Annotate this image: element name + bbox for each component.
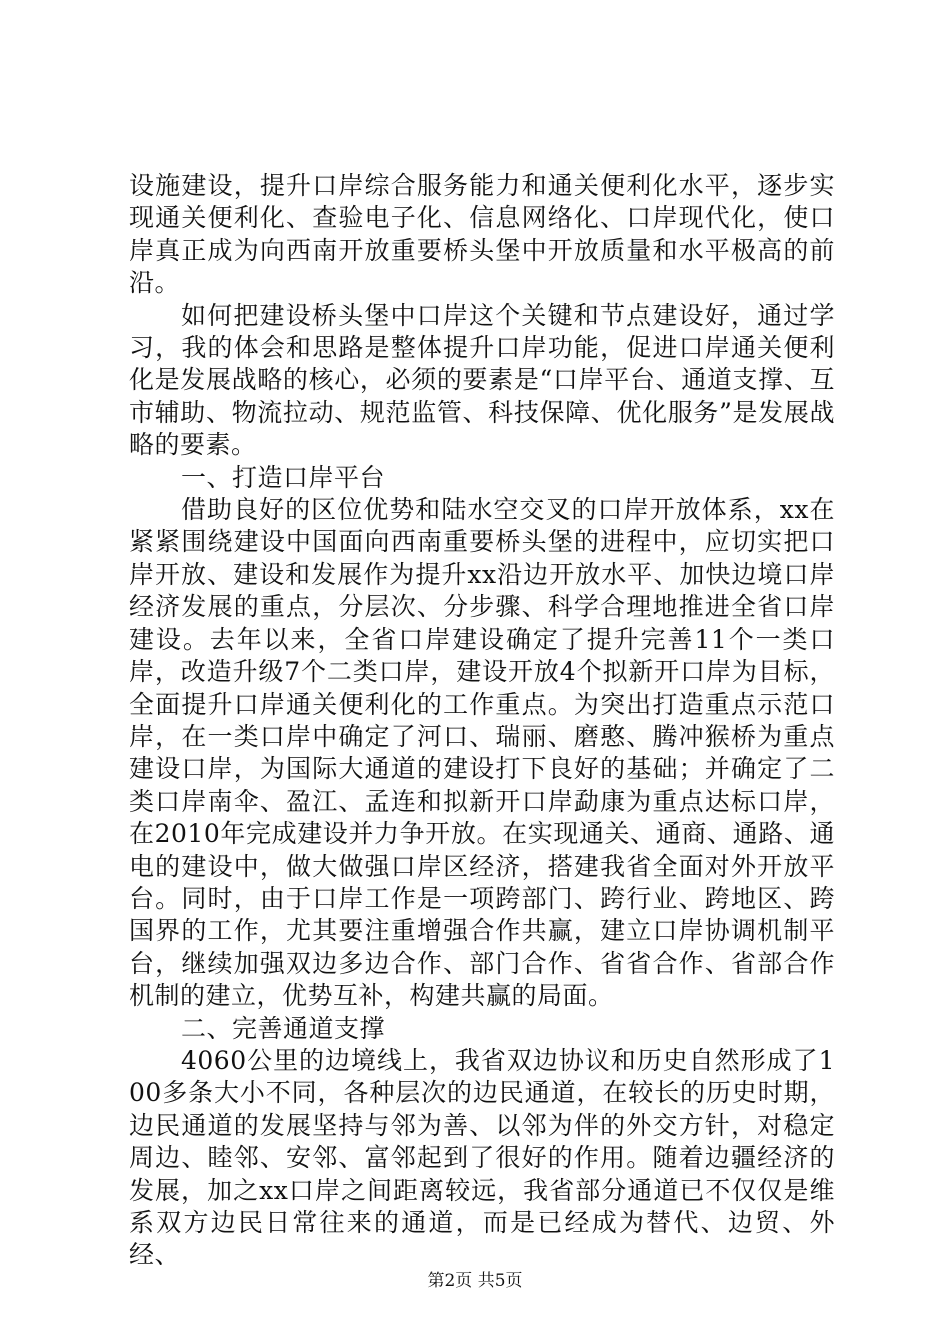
paragraph-port-platform: 借助良好的区位优势和陆水空交叉的口岸开放体系，xx在紧紧围绕建设中国面向西南重要桥头堡的进程中，应切实把口岸开放、建设和发展作为提升xx沿边开放水平、加快边境口岸经济发展的重点，分层次、分步骤、科学合理地推进全省口岸建设。去年以来，全省口岸建设确定了提升完善11个一类口岸，改造升级7个二类口岸，建设开放4个拟新开口岸为目标，全面提升口岸通关便利化的工作重点。为突出打造重点示范口岸，在一类口岸中确定了河口、瑞丽、磨憨、腾冲猴桥为重点建设口岸，为国际大通道的建设打下良好的基础；并确定了二类口岸南伞、盈江、孟连和拟新开口岸勐康为重点达标口岸，在2010年完成建设并力争开放。在实现通关、通商、通路、通电的建设中，做大做强口岸区经济，搭建我省全面对外开放平台。同时，由于口岸工作是一项跨部门、跨行业、跨地区、跨国界的工作，尤其要注重增强合作共赢，建立口岸协调机制平台，继续加强双边多边合作、部门合作、省省合作、省部合作机制的建立，优势互补，构建共赢的局面。 [129, 495, 835, 1011]
section-heading-channel-support: 二、完善通道支撑 [181, 1013, 386, 1043]
document-body [129, 170, 835, 1272]
paragraph-strategy: 如何把建设桥头堡中口岸这个关键和节点建设好，通过学习，我的体会和思路是整体提升口岸功能，促进口岸通关便利化是发展战略的核心，必须的要素是“口岸平台、通道支撑、互市辅助、物流拉动、规范监管、科技保障、优化服务”是发展战略的要素。 [129, 300, 835, 460]
section-heading-port-platform: 一、打造口岸平台 [181, 462, 386, 492]
paragraph-channel-support: 4060公里的边境线上，我省双边协议和历史自然形成了100多条大小不同，各种层次的边民通道，在较长的历史时期，边民通道的发展坚持与邻为善、以邻为伴的外交方针，对稳定周边、睦邻、安邻、富邻起到了很好的作用。随着边疆经济的发展，加之xx口岸之间距离较远，我省部分通道已不仅仅是维系双方边民日常往来的通道，而是已经成为替代、边贸、外经、 [129, 1045, 835, 1270]
paragraph-continuation: 设施建设，提升口岸综合服务能力和通关便利化水平，逐步实现通关便利化、查验电子化、信息网络化、口岸现代化，使口岸真正成为向西南开放重要桥头堡中开放质量和水平极高的前沿。 [129, 171, 835, 298]
page-footer: 第2页 共5页 [427, 1271, 523, 1291]
